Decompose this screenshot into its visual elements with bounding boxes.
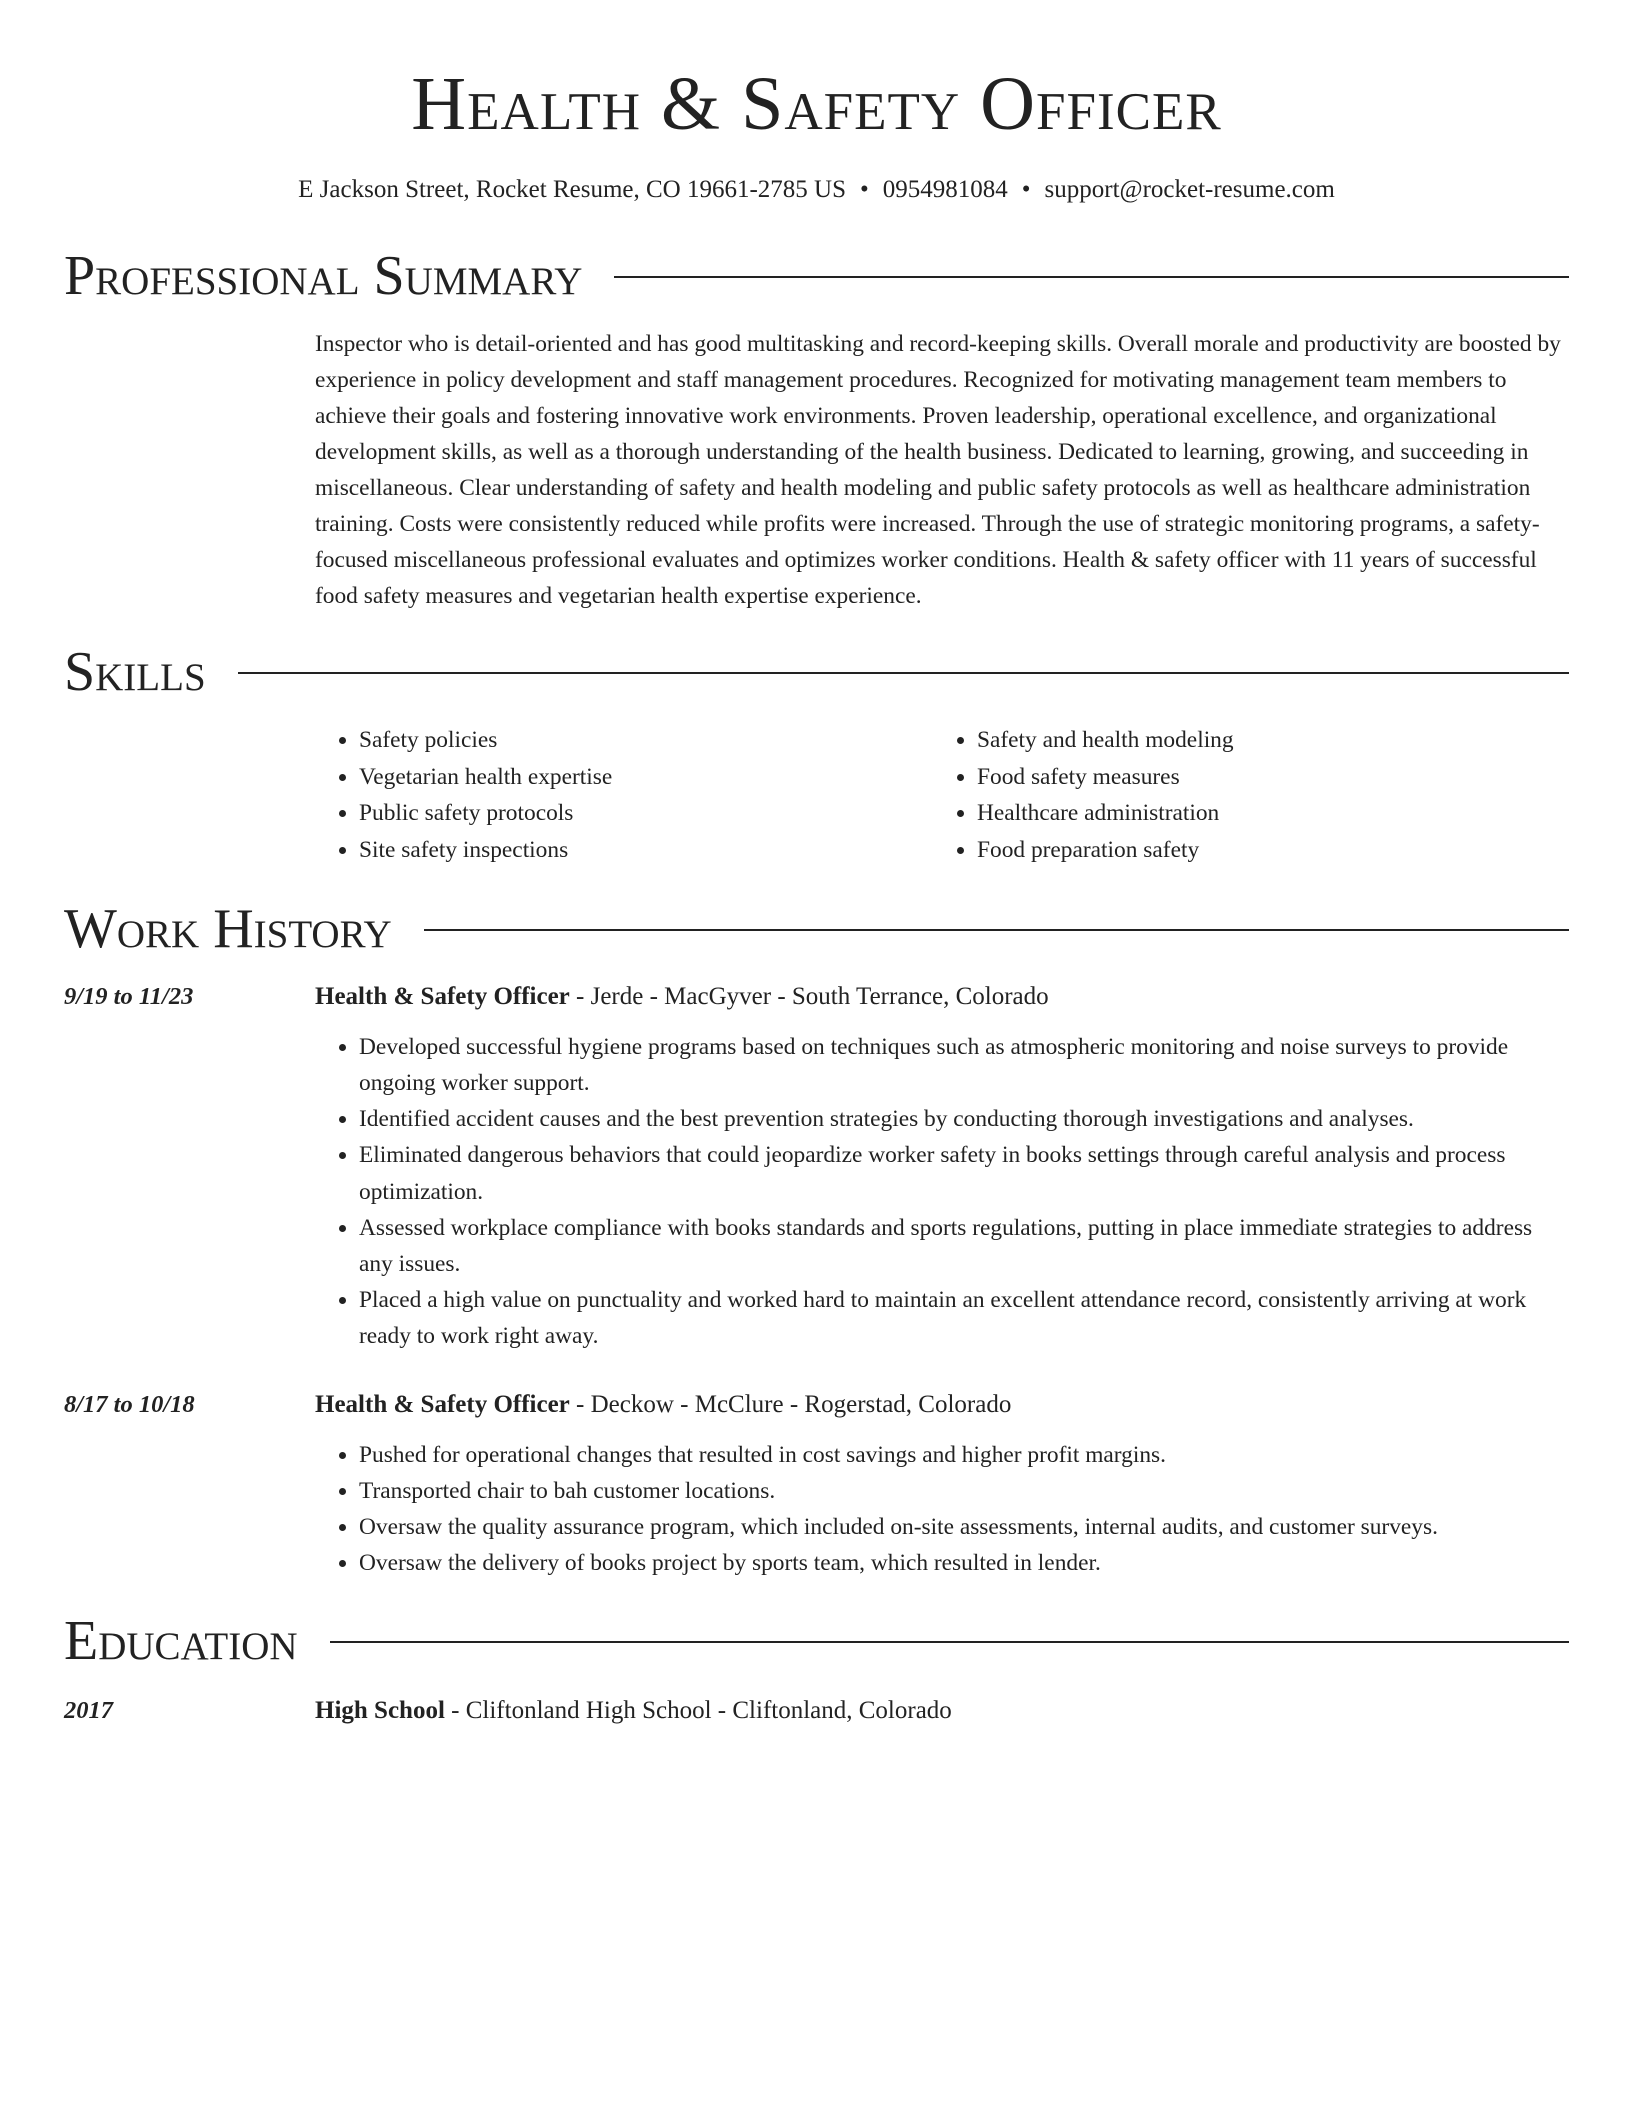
work-section-header — [64, 897, 1569, 961]
contact-line — [64, 174, 1569, 206]
job-dates: 9/19 to 11/23 — [64, 982, 194, 1010]
job-employer-location: - Deckow - McClure - Rogerstad, Colorado — [569, 1390, 1012, 1418]
job-bullet: • Eliminated dangerous behaviors that could jeopardize worker safety in books settings through careful analysis and process optimization. — [359, 1137, 1569, 1209]
section-divider — [424, 929, 1569, 931]
section-divider — [238, 672, 1569, 674]
job-details — [315, 979, 1569, 1355]
skill-item: • Public safety protocols — [359, 795, 933, 832]
candidate-name: Health & Safety Officer — [411, 62, 1222, 146]
job-bullet: • Placed a high value on punctuality and worked hard to maintain an excellent attendance record, consistently arriving at work ready to work right away. — [359, 1282, 1569, 1354]
contact-phone: 0954981084 — [882, 176, 1008, 203]
contact-separator: • — [1021, 176, 1031, 203]
summary-text: Inspector who is detail-oriented and has good multitasking and record-keeping skills. Overall morale and productivity are boosted by experience in policy development and staff management procedures. Recognized for motivating management team members to achieve their goals and fostering innovative work environments. Proven leadership, operational excellence, and organizational development skills, as well as a thorough understanding of the health business. Dedicated to learning, growing, and succeeding in miscellaneous. Clear understanding of safety and health modeling and public safety protocols as well as healthcare administration training. Costs were consistently reduced while profits were increased. Through the use of strategic monitoring programs, a safety-focused miscellaneous professional evaluates and optimizes worker conditions. Health & safety officer with 11 years of successful food safety measures and vegetarian health expertise experience. — [315, 331, 1561, 609]
skill-item: • Safety and health modeling — [977, 722, 1551, 759]
summary-section-header — [64, 244, 1569, 308]
education-entry — [64, 1693, 1569, 1729]
job-bullet: • Assessed workplace compliance with books standards and sports regulations, putting in place immediate strategies to address any issues. — [359, 1210, 1569, 1282]
skills-section-header — [64, 640, 1569, 704]
job-bullet: • Oversaw the delivery of books project by sports team, which resulted in lender. — [359, 1545, 1569, 1581]
summary-body — [315, 326, 1569, 614]
job-bullet: • Transported chair to bah customer locations. — [359, 1473, 1569, 1509]
summary-heading: Professional Summary — [64, 245, 583, 307]
job-bullets — [315, 1029, 1569, 1355]
job-bullet: • Developed successful hygiene programs based on techniques such as atmospheric monitoring and noise surveys to provide ongoing worker support. — [359, 1029, 1569, 1101]
skill-item: • Food safety measures — [977, 759, 1551, 796]
job-entry — [64, 979, 1569, 1355]
job-dates: 8/17 to 10/18 — [64, 1390, 195, 1418]
skills-column-left — [315, 722, 933, 869]
job-bullet: • Pushed for operational changes that resulted in cost savings and higher profit margins. — [359, 1437, 1569, 1473]
job-title-line — [315, 979, 1569, 1015]
work-heading: Work History — [64, 897, 392, 960]
resume-page — [64, 0, 1569, 1729]
skills-column-right — [933, 722, 1551, 869]
education-section-header — [64, 1609, 1569, 1673]
contact-address: E Jackson Street, Rocket Resume, CO 19661-2785 US — [298, 176, 847, 203]
education-title-line — [315, 1693, 1569, 1729]
education-heading: Education — [64, 1610, 298, 1673]
skill-item: • Healthcare administration — [977, 795, 1551, 832]
skill-item: • Vegetarian health expertise — [359, 759, 933, 796]
job-entry — [64, 1387, 1569, 1582]
skill-item: • Food preparation safety — [977, 832, 1551, 869]
skill-item: • Site safety inspections — [359, 832, 933, 869]
skill-item: • Safety policies — [359, 722, 933, 759]
job-title: Health & Safety Officer — [315, 982, 570, 1010]
education-school-location: - Cliftonland High School - Cliftonland, Colorado — [444, 1697, 952, 1725]
job-title-line — [315, 1387, 1569, 1423]
skills-heading: Skills — [64, 641, 206, 703]
section-divider — [330, 1641, 1569, 1643]
education-degree: High School — [315, 1697, 445, 1725]
contact-separator: • — [860, 176, 869, 203]
job-title: Health & Safety Officer — [315, 1390, 570, 1418]
job-details — [315, 1387, 1569, 1582]
job-bullet: • Identified accident causes and the best prevention strategies by conducting thorough investigations and analyses. — [359, 1101, 1569, 1137]
skills-list — [315, 722, 1569, 869]
contact-email: support@rocket-resume.com — [1044, 176, 1335, 203]
job-bullet: • Oversaw the quality assurance program, which included on-site assessments, internal audits, and customer surveys. — [359, 1509, 1569, 1545]
education-details — [315, 1693, 1569, 1729]
job-bullets — [315, 1437, 1569, 1582]
job-employer-location: - Jerde - MacGyver - South Terrance, Colorado — [569, 982, 1049, 1010]
education-year: 2017 — [64, 1697, 113, 1725]
section-divider — [614, 276, 1569, 278]
